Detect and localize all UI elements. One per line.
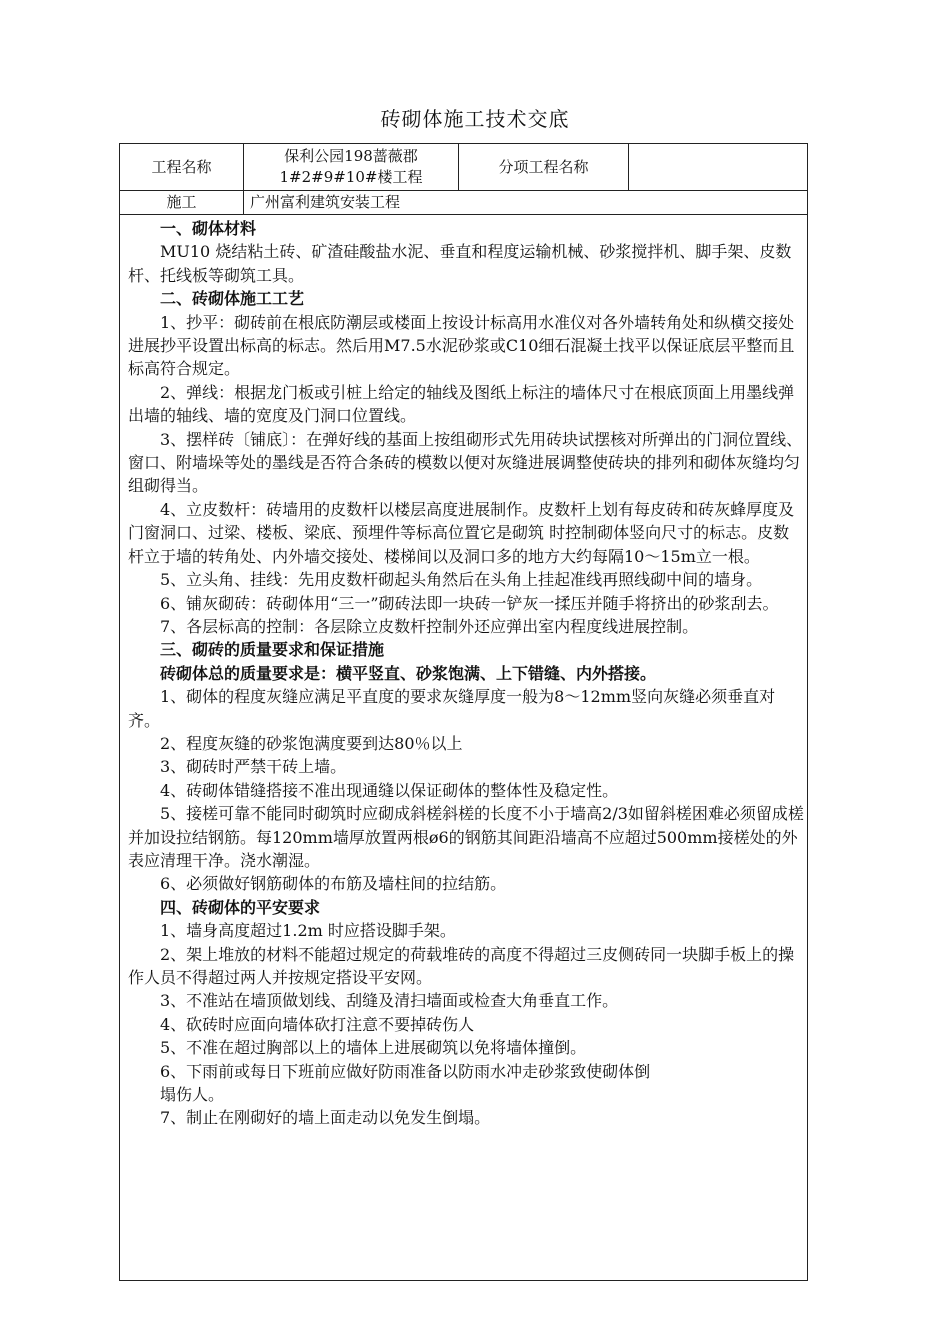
process-item-5: 5、立头角、挂线：先用皮数杆砌起头角然后在头角上挂起准线再照线砌中间的墙身。 (160, 570, 763, 590)
quality-summary: 砖砌体总的质量要求是：横平竖直、砂浆饱满、上下错缝、内外搭接。 (160, 663, 657, 683)
construction-value: 广州富利建筑安装工程 (250, 193, 401, 211)
disclosure-table (119, 143, 808, 1281)
process-item-7: 7、各层标高的控制：各层除立皮数杆控制外还应弹出室内程度线进展控制。 (160, 616, 699, 636)
row-divider-2 (120, 214, 807, 215)
safety-item-4: 4、砍砖时应面向墙体砍打注意不要掉砖伤人 (160, 1014, 475, 1034)
safety-item-1: 1、墙身高度超过1.2m 时应搭设脚手架。 (160, 921, 456, 941)
sub-project-label: 分项工程名称 (498, 157, 589, 176)
process-item-3: 3、摆样砖〔铺底〕：在弹好线的基面上按组砌形式先用砖块试摆核对所弹出的门洞位置线、窗口、附墙垛等处的墨线是否符合条砖的模数以便对灰缝进展调整使砖块的排列和砌体灰缝均匀组砌得当。 (128, 429, 803, 496)
project-name-label: 工程名称 (151, 157, 212, 176)
sub-project-value (629, 144, 807, 190)
process-item-6: 6、铺灰砌砖：砖砌体用“三一”砌砖法即一块砖一铲灰一揉压并随手将挤出的砂浆刮去。 (160, 593, 779, 613)
quality-item-6: 6、必须做好钢筋砌体的布筋及墙柱间的拉结筋。 (160, 874, 507, 894)
project-name-value (244, 144, 458, 190)
safety-item-6: 6、下雨前或每日下班前应做好防雨准备以防雨水冲走砂浆致使砌体倒 (160, 1061, 651, 1081)
safety-item-7: 7、制止在刚砌好的墙上面走动以免发生倒塌。 (160, 1108, 491, 1128)
page-title: 砖砌体施工技术交底 (380, 107, 570, 131)
section-heading-quality: 三、砌砖的质量要求和保证措施 (160, 640, 385, 660)
quality-item-1: 1、砌体的程度灰缝应满足平直度的要求灰缝厚度一般为8～12mm竖向灰缝必须垂直对齐。 (128, 687, 776, 730)
safety-item-2: 2、架上堆放的材料不能超过规定的荷载堆砖的高度不得超过三皮侧砖同一块脚手板上的操作人员不得超过两人并按规定搭设平安网。 (128, 944, 795, 987)
process-item-2: 2、弹线：根据龙门板或引桩上给定的轴线及图纸上标注的墙体尺寸在根底顶面上用墨线弹出墙的轴线、墙的宽度及门洞口位置线。 (128, 382, 795, 426)
disclosure-body (128, 217, 804, 1130)
quality-item-3: 3、砌砖时严禁干砖上墙。 (160, 757, 347, 777)
quality-item-4: 4、砖砌体错缝搭接不准出现通缝以保证砌体的整体性及稳定性。 (160, 780, 619, 800)
quality-item-2: 2、程度灰缝的砂浆饱满度要到达80％以上 (160, 733, 463, 753)
section-heading-materials: 一、砌体材料 (160, 219, 257, 238)
construction-label: 施工 (166, 193, 197, 211)
process-item-1: 1、抄平：砌砖前在根底防潮层或楼面上按设计标高用水准仪对各外墙转角处和纵横交接处进展抄平设置出标高的标志。然后用M7.5水泥砂浆或C10细石混凝土找平以保证底层平整而且标高符合规定。 (128, 312, 795, 379)
process-item-4: 4、立皮数杆：砖墙用的皮数杆以楼层高度进展制作。皮数杆上划有每皮砖和砖灰蜂厚度及门窗洞口、过梁、楼板、梁底、预埋件等标高位置它是砌筑 时控制砌体竖向尺寸的标志。皮数杆立于墙的转角处、内外墙交接处、楼梯间以及洞口多的地方大约每隔10～15m立一根。 (128, 499, 795, 566)
safety-item-5: 5、不准在超过胸部以上的墙体上进展砌筑以免将墙体撞倒。 (160, 1038, 587, 1058)
project-name-line2: 1#2#9#10#楼工程 (279, 168, 423, 186)
section-heading-process: 二、砖砌体施工工艺 (160, 289, 305, 309)
materials-paragraph: MU10 烧结粘土砖、矿渣硅酸盐水泥、垂直和程度运输机械、砂浆搅拌机、脚手架、皮数杆、托线板等砌筑工具。 (128, 242, 792, 285)
quality-item-5: 5、接槎可靠不能同时砌筑时应砌成斜槎斜槎的长度不小于墙高2/3如留斜槎困难必须留成槎并加设拉结钢筋。每120mm墙厚放置两根ø6的钢筋其间距沿墙高不应超过500mm接槎处的外表应清理干净。浇水潮湿。 (128, 804, 804, 870)
safety-item-6-continued: 塌伤人。 (160, 1085, 225, 1105)
section-heading-safety: 四、砖砌体的平安要求 (160, 897, 321, 917)
safety-item-3: 3、不准站在墙顶做划线、刮缝及清扫墙面或检查大角垂直工作。 (160, 991, 619, 1011)
project-name-line1: 保利公园198蔷薇郡 (284, 147, 418, 165)
